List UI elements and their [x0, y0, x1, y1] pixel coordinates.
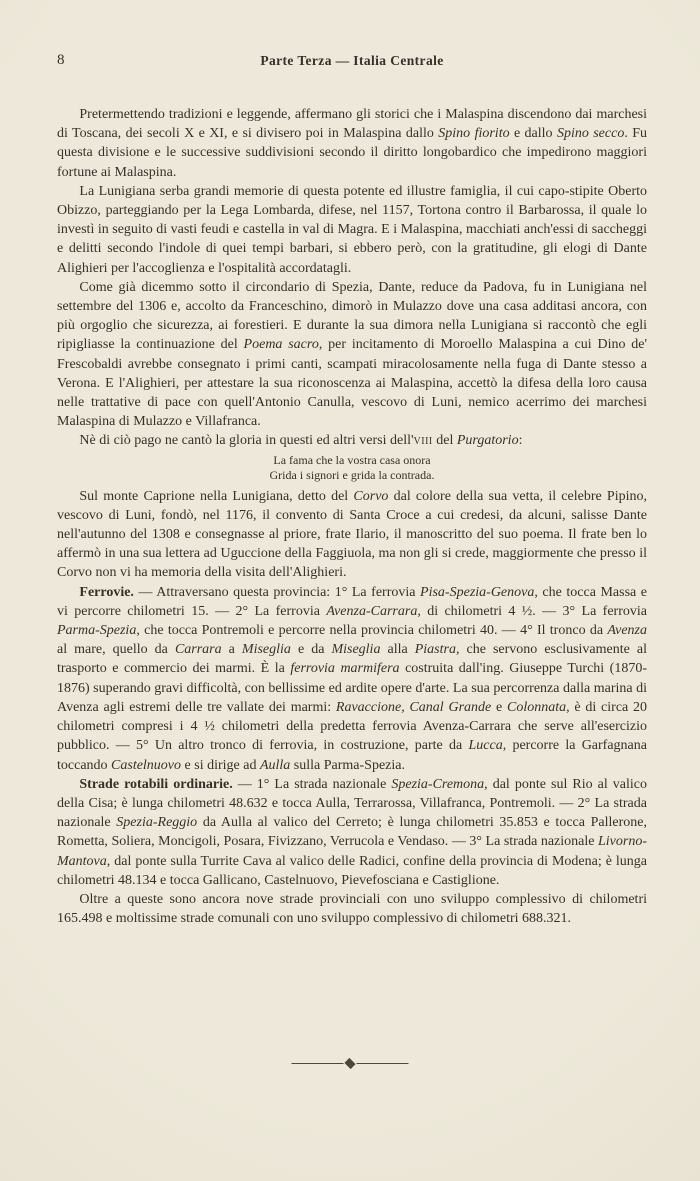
text-segment: :	[518, 433, 523, 449]
text-segment: da Aulla al valico del Cerreto; è lunga chilometri 35.853 e tocca Pallerone, Rometta, Soliera, Moncigoli, Posara, Fivizzano, Verrucola e Vendaso. — 3° La strada nazionale	[57, 815, 647, 850]
page-number: 8	[57, 52, 65, 68]
text-segment: Pisa-Spezia-Genova	[420, 584, 535, 600]
running-header-row	[57, 52, 647, 72]
text-segment: Avenza-Carrara	[326, 603, 418, 619]
text-segment: Ravaccione, Canal Grande	[335, 699, 492, 715]
text-segment: al mare, quello da	[57, 642, 175, 658]
paragraph	[57, 431, 647, 450]
text-segment: a	[221, 642, 242, 658]
text-segment: Strade rotabili ordinarie.	[79, 776, 233, 792]
text-segment: sulla Parma-Spezia.	[290, 757, 405, 773]
text-segment: Avenza	[607, 623, 647, 639]
text-segment: Sul monte Caprione nella Lunigiana, detto del	[79, 488, 354, 504]
text-segment: e	[491, 699, 508, 715]
verse-block	[57, 453, 647, 484]
paragraph	[57, 105, 647, 182]
end-ornament	[292, 1060, 409, 1067]
text-segment: Parma-Spezia	[57, 623, 137, 639]
text-segment: Pretermettendo tradizioni e leggende, affermano gli storici che i Malaspina discendono dai marchesi di Toscana, dei secoli X e XI, e si divisero poi in Malaspina dallo	[57, 107, 647, 142]
text-segment: costruita dall'ing. Giuseppe Turchi (1870-1876) superando gravi difficoltà, con bellissime ed ardite opere d'arte. La sua percorrenza dalla marina di Avenza agli estremi delle tre vallate dei marmi:	[57, 661, 648, 715]
text-segment: , percorre la Garfagnana toccando	[57, 738, 647, 773]
text-segment: Piastra	[414, 642, 456, 658]
text-segment: Poema sacro	[243, 337, 319, 353]
text-segment: dal colore della sua vetta, il celebre Pipino, vescovo di Luni, fondò, nel 1176, il convento di Santa Croce a cui credesi, da alcuni, salisse Dante nell'autunno del 1308 e consegnasse al priore, frate Ilario, il manoscritto del suo poema. Il frate ben lo affermò in una sua lettera ad Uguccione della Faggiuola, ma non gli si crede, maggiormente che presso il Corvo non vi ha memoria della visita dell'Alighieri.	[57, 488, 647, 581]
text-segment: Miseglia	[241, 642, 291, 658]
text-segment: Aulla	[259, 757, 291, 773]
text-segment: , di chilometri 4 ½. — 3° La ferrovia	[417, 603, 647, 619]
verse-line: La fama che la vostra casa onora	[273, 452, 431, 467]
text-segment: Livorno-Mantova	[57, 834, 647, 869]
ornament-rule-left-icon	[292, 1063, 344, 1064]
text-segment: alla	[380, 642, 415, 658]
text-segment: Spino fiorito	[438, 126, 510, 142]
text-segment: Miseglia	[331, 642, 381, 658]
text-segment: Spino secco	[556, 126, 625, 142]
text-segment: , che tocca Massa e vi percorre chilometri 15. — 2° La ferrovia	[57, 584, 647, 619]
text-segment: Come già dicemmo sotto il circondario di Spezia, Dante, reduce da Padova, fu in Lunigiana nel settembre del 1306 e, accolto da Franceschino, dimorò in Mulazzo dove una casa additasi ancora, con più orgoglio che sicurezza, ai forestieri. E durante la sua dimora nella Lunigiana si raccontò che egli ripigliasse la continuazione del	[57, 279, 647, 353]
running-header-title: Parte Terza — Italia Centrale	[260, 53, 444, 68]
paragraph	[57, 182, 647, 278]
book-page	[57, 0, 647, 928]
page-content	[57, 105, 647, 928]
text-segment: , dal ponte sul Rio al valico della Cisa; è lunga chilometri 48.632 e tocca Aulla, Terrarossa, Villafranca, Pontremoli. — 2° La strada nazionale	[57, 776, 647, 831]
text-segment: Spezia-Reggio	[116, 815, 198, 831]
text-segment: Colonnata	[507, 699, 567, 715]
text-segment: e dallo	[509, 126, 557, 142]
text-segment: , che tocca Pontremoli e percorre nella provincia chilometri 40. — 4° Il tronco da	[136, 623, 608, 639]
text-segment: Purgatorio	[456, 433, 519, 449]
paragraph	[57, 487, 647, 583]
text-segment: viii	[413, 433, 433, 449]
paragraph	[57, 278, 647, 432]
text-segment: . Fu questa divisione e le successive suddivisioni secondo il diritto longobardico che impedirono maggiori fortune ai Malaspina.	[57, 126, 647, 180]
text-segment: — 1° La strada nazionale	[232, 776, 392, 792]
text-segment: ferrovia marmifera	[290, 661, 400, 677]
text-segment: La Lunigiana serba grandi memorie di questa potente ed illustre famiglia, il cui capo-stipite Oberto Obizzo, parteggiando per la Lega Lombarda, difese, nel 1157, Tortona contro il Barbarossa, il quale lo investì in seguito di vasti feudi e castella in val di Magra. E i Malaspina, macchiati anch'essi di saccheggi e delitti secondo l'indole di quei tempi barbari, si ebbero però, con la gratitudine, gli elogi di Dante Alighieri per l'accoglienza e l'ospitalità accordatagli.	[57, 183, 647, 276]
text-segment: Spezia-Cremona	[391, 776, 485, 792]
text-segment: , dal ponte sulla Turrite Cava al valico delle Radici, confine della provincia di Modena; è lunga chilometri 48.134 e tocca Gallicano, Castelnuovo, Pievefosciana e Castiglione.	[57, 853, 647, 888]
text-segment: Carrara	[174, 642, 222, 658]
text-segment: del	[432, 433, 457, 449]
text-segment: e si dirige ad	[181, 757, 260, 773]
ornament-rule-right-icon	[357, 1063, 409, 1064]
text-segment: , per incitamento di Moroello Malaspina a cui Dino de' Frescobaldi avrebbe consegnato i primi canti, scampati miracolosamente nella fuga di Dante stesso a Verona. E l'Alighieri, per attestare la sua riconoscenza ai Malaspina, accettò la difesa della loro causa nelle trattative di pace con quell'Antonio Canulla, vescovo di Luni, nemico acerrimo dei marchesi Malaspina di Mulazzo e Villafranca.	[57, 337, 648, 430]
text-segment: Castelnuovo	[111, 757, 182, 773]
text-segment: Oltre a queste sono ancora nove strade provinciali con uno sviluppo complessivo di chilometri 165.498 e moltissime strade comunali con uno sviluppo complessivo di chilometri 688.321.	[57, 891, 647, 927]
paragraph	[57, 583, 647, 775]
text-segment: Ferrovie.	[79, 584, 134, 600]
text-segment: , è di circa 20 chilometri compresi i 4 ½ chilometri della predetta ferrovia Avenza-Carrara che serve all'esercizio pubblico. — 5° Un altro tronco di ferrovia, in costruzione, parte da	[57, 699, 648, 754]
text-segment: Corvo	[353, 488, 389, 504]
text-segment: Lucca	[468, 738, 503, 754]
text-segment: — Attraversano questa provincia: 1° La ferrovia	[133, 584, 421, 600]
paragraph	[57, 775, 647, 890]
text-segment: e da	[290, 642, 332, 658]
verse-line: Grida i signori e grida la contrada.	[269, 468, 435, 483]
text-segment: Nè di ciò pago ne cantò la gloria in questi ed altri versi dell'	[79, 433, 414, 449]
ornament-diamond-icon	[344, 1058, 355, 1069]
paragraph	[57, 890, 647, 928]
text-segment: , che servono esclusivamente al trasporto e commercio dei marmi. È la	[57, 642, 647, 677]
